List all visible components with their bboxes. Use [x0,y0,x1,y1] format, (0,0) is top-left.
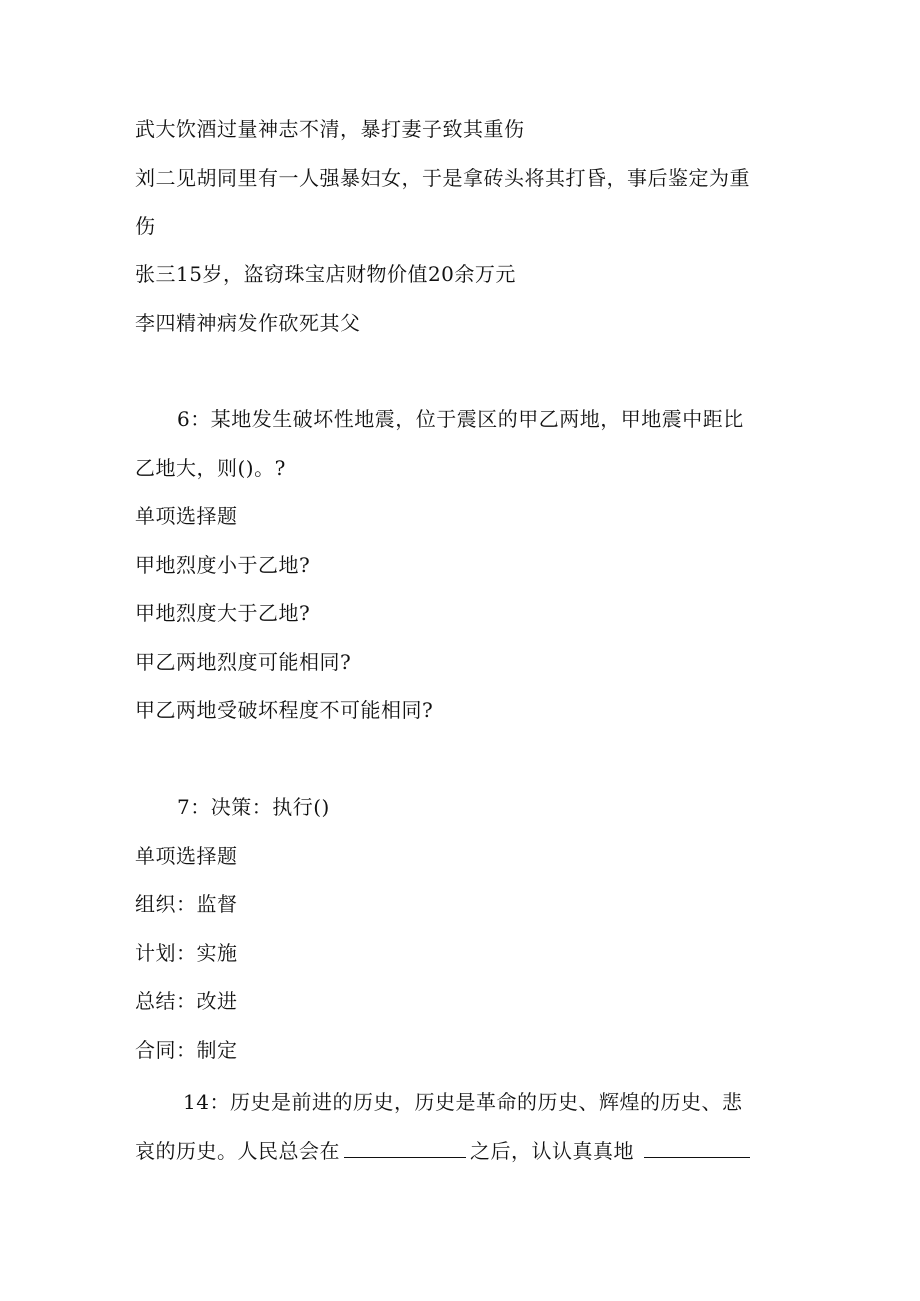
q6-stem-line1: 6：某地发生破坏性地震，位于震区的甲乙两地，甲地震中距比 [177,407,744,431]
q14-text-part2: 之后，认认真真地 [470,1139,634,1163]
q7-option-a: 组织：监督 [135,892,238,916]
q14-stem-line1: 14：历史是前进的历史，历史是革命的历史、辉煌的历史、悲 [183,1090,743,1114]
prev-option-3: 张三15岁，盗窃珠宝店财物价值20余万元 [135,262,516,286]
q6-stem-line2: 乙地大，则()。? [135,456,286,480]
q6-option-d: 甲乙两地受破坏程度不可能相同? [135,698,434,722]
prev-option-1: 武大饮酒过量神志不清，暴打妻子致其重伤 [135,117,525,141]
prev-option-2: 刘二见胡同里有一人强暴妇女，于是拿砖头将其打昏，事后鉴定为重 [135,166,750,190]
q14-text-part1: 哀的历史。人民总会在 [135,1139,340,1163]
q7-option-c: 总结：改进 [135,989,238,1013]
q14-stem-line2 [135,1137,750,1164]
prev-option-2-continued: 伤 [135,214,156,238]
prev-option-4: 李四精神病发作砍死其父 [135,311,361,335]
fill-in-blank-1 [344,1137,466,1158]
fill-in-blank-2 [644,1137,750,1158]
q7-option-d: 合同：制定 [135,1038,238,1062]
q6-option-b: 甲地烈度大于乙地? [135,601,311,625]
q6-question-type: 单项选择题 [135,504,238,528]
q6-option-c: 甲乙两地烈度可能相同? [135,650,352,674]
q7-option-b: 计划：实施 [135,941,238,965]
q7-question-type: 单项选择题 [135,844,238,868]
q6-option-a: 甲地烈度小于乙地? [135,553,311,577]
q7-stem: 7：决策：执行() [177,795,330,819]
